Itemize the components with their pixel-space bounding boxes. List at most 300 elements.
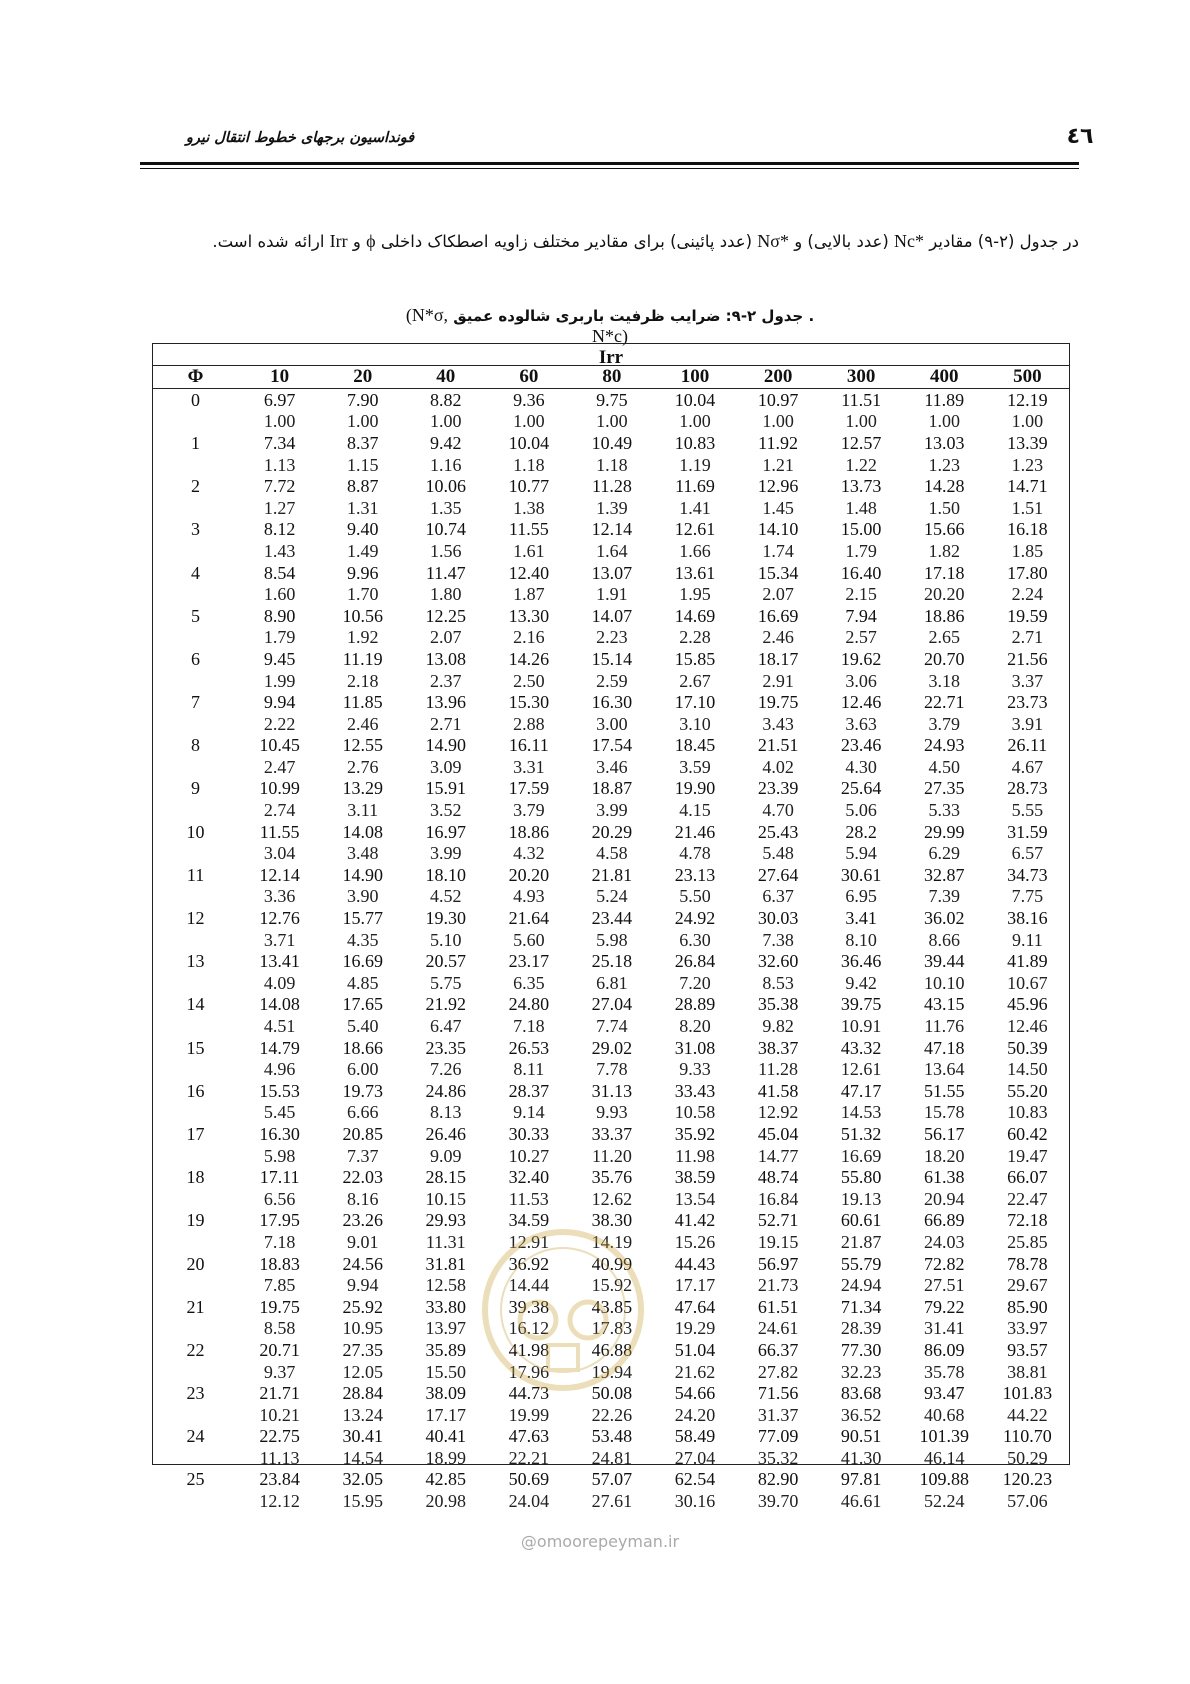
- nsigma-cell: 9.01: [346, 1231, 379, 1252]
- nsigma-cell: 2.59: [596, 670, 628, 691]
- intro-paragraph: در جدول (۲-۹) مقادیر Nc* (عدد بالایی) و Nσ* (عدد پائینی) برای مقادیر مختلف زاویه اصطکاک داخلی ϕ و Irr ارائه شده است.: [212, 231, 1079, 251]
- nsigma-cell: 1.00: [513, 411, 545, 432]
- nc-cell: 46.88: [591, 1339, 633, 1360]
- nc-cell: 17.65: [342, 994, 383, 1015]
- nsigma-cell: 7.39: [928, 886, 960, 907]
- nc-cell: 16.11: [508, 735, 549, 756]
- nsigma-cell: 14.53: [840, 1102, 882, 1123]
- nsigma-cell: 24.61: [757, 1318, 799, 1339]
- table-row-nc: [153, 432, 1069, 454]
- nc-cell: 110.70: [1002, 1426, 1052, 1447]
- nc-cell: 79.22: [923, 1296, 965, 1317]
- nc-cell: 12.25: [425, 605, 467, 626]
- table-row-nc: [153, 648, 1069, 670]
- nsigma-symbol: Nσ*: [757, 231, 789, 251]
- header-row: [153, 366, 1069, 389]
- nc-cell: 50.08: [591, 1383, 633, 1404]
- nsigma-cell: 1.61: [513, 540, 545, 561]
- nc-cell: 6.97: [263, 389, 296, 410]
- nc-cell: 20.71: [259, 1339, 300, 1360]
- nsigma-cell: 6.30: [679, 929, 711, 950]
- phi-cell-empty: [153, 756, 238, 778]
- phi-cell: 1: [191, 432, 201, 453]
- nsigma-cell: 5.98: [596, 929, 628, 950]
- column-header: 400: [903, 366, 986, 389]
- nsigma-cell: 1.00: [263, 411, 296, 432]
- nc-cell: 82.90: [757, 1469, 799, 1490]
- table-row-nsigma: [153, 497, 1069, 519]
- nsigma-cell: 52.24: [923, 1491, 965, 1512]
- nc-cell: 60.61: [840, 1210, 882, 1231]
- nc-cell: 72.82: [923, 1253, 965, 1274]
- nc-cell: 45.96: [1007, 994, 1048, 1015]
- nc-cell: 14.69: [674, 605, 716, 626]
- nc-cell: 19.30: [425, 908, 467, 929]
- nc-cell: 14.71: [1007, 476, 1048, 497]
- nsigma-cell: 4.58: [596, 843, 628, 864]
- nc-cell: 23.73: [1007, 692, 1048, 713]
- phi-cell: 9: [191, 778, 201, 799]
- nsigma-cell: 1.23: [1011, 454, 1044, 475]
- nsigma-cell: 6.47: [430, 1016, 462, 1037]
- nc-cell: 14.10: [757, 519, 799, 540]
- nc-cell: 20.20: [508, 864, 550, 885]
- nc-cell: 17.80: [1007, 562, 1048, 583]
- nc-cell: 23.26: [342, 1210, 383, 1231]
- nc-cell: 60.42: [1007, 1123, 1048, 1144]
- nc-cell: 55.79: [840, 1253, 882, 1274]
- nsigma-cell: 1.85: [1011, 540, 1044, 561]
- nsigma-cell: 4.85: [346, 972, 379, 993]
- nc-cell: 66.07: [1007, 1167, 1048, 1188]
- nc-cell: 41.58: [757, 1080, 799, 1101]
- nc-cell: 32.87: [923, 864, 965, 885]
- nsigma-cell: 9.09: [430, 1145, 462, 1166]
- nc-cell: 28.89: [674, 994, 716, 1015]
- header-rule-thin: [140, 168, 1079, 169]
- nc-cell: 34.59: [508, 1210, 550, 1231]
- nc-cell: 77.30: [840, 1339, 882, 1360]
- phi-cell: 14: [186, 994, 205, 1015]
- table-row-nc: [153, 475, 1069, 497]
- nc-cell: 31.08: [674, 1037, 716, 1058]
- table-row-nsigma: [153, 713, 1069, 735]
- nc-cell: 25.64: [840, 778, 882, 799]
- nc-cell: 14.07: [591, 605, 633, 626]
- nsigma-cell: 3.09: [430, 756, 462, 777]
- nsigma-cell: 1.23: [928, 454, 960, 475]
- phi-cell-empty: [153, 1188, 238, 1210]
- nsigma-cell: 3.71: [263, 929, 296, 950]
- nsigma-cell: 12.91: [508, 1231, 550, 1252]
- nsigma-cell: 4.35: [346, 929, 379, 950]
- nc-cell: 9.94: [263, 692, 296, 713]
- nc-cell: 12.55: [342, 735, 383, 756]
- table-row-nc: [153, 519, 1069, 541]
- nc-cell: 17.54: [591, 735, 633, 756]
- nc-cell: 39.44: [923, 951, 965, 972]
- table-row-nsigma: [153, 756, 1069, 778]
- nc-cell: 44.43: [674, 1253, 716, 1274]
- nsigma-cell: 11.20: [592, 1145, 632, 1166]
- nsigma-cell: 2.24: [1011, 584, 1044, 605]
- nsigma-cell: 22.21: [508, 1447, 550, 1468]
- table-row-nsigma: [153, 972, 1069, 994]
- phi-cell-empty: [153, 497, 238, 519]
- nsigma-cell: 3.46: [596, 756, 628, 777]
- table-row-nsigma: [153, 1015, 1069, 1037]
- nc-cell: 16.30: [591, 692, 633, 713]
- nc-cell: 26.11: [1007, 735, 1048, 756]
- nsigma-cell: 20.94: [923, 1188, 965, 1209]
- phi-cell-empty: [153, 1361, 238, 1383]
- nsigma-cell: 12.05: [342, 1361, 383, 1382]
- nc-cell: 32.40: [508, 1167, 550, 1188]
- phi-cell: 12: [186, 908, 205, 929]
- nc-cell: 30.33: [508, 1123, 550, 1144]
- nc-cell: 25.18: [591, 951, 633, 972]
- nc-cell: 18.10: [425, 864, 467, 885]
- phi-cell: 7: [191, 692, 201, 713]
- nsigma-cell: 15.95: [342, 1491, 383, 1512]
- nc-cell: 19.59: [1007, 605, 1048, 626]
- column-header: 20: [321, 366, 404, 389]
- nc-cell: 7.34: [263, 432, 296, 453]
- nsigma-cell: 3.90: [346, 886, 379, 907]
- nc-cell: 8.90: [263, 605, 296, 626]
- nsigma-cell: 31.41: [923, 1318, 965, 1339]
- nsigma-cell: 1.16: [430, 454, 462, 475]
- nsigma-cell: 5.48: [762, 843, 794, 864]
- nc-cell: 38.09: [425, 1383, 467, 1404]
- nc-cell: 28.37: [508, 1080, 550, 1101]
- nsigma-cell: 21.62: [674, 1361, 716, 1382]
- nsigma-cell: 2.91: [762, 670, 794, 691]
- nsigma-cell: 2.15: [845, 584, 877, 605]
- phi-cell-empty: [153, 1058, 238, 1080]
- nsigma-cell: 3.91: [1011, 713, 1044, 734]
- nc-cell: 12.14: [591, 519, 633, 540]
- nc-cell: 10.45: [259, 735, 300, 756]
- column-header: 300: [820, 366, 903, 389]
- nc-cell: 14.90: [425, 735, 467, 756]
- nsigma-cell: 14.54: [342, 1447, 383, 1468]
- nc-cell: 9.40: [346, 519, 379, 540]
- nsigma-cell: 3.37: [1011, 670, 1044, 691]
- column-header: 60: [487, 366, 570, 389]
- nsigma-cell: 9.33: [679, 1059, 711, 1080]
- nc-cell: 12.46: [840, 692, 882, 713]
- nsigma-cell: 1.74: [762, 540, 794, 561]
- nc-cell: 44.73: [508, 1383, 550, 1404]
- nsigma-cell: 27.61: [591, 1491, 633, 1512]
- nc-cell: 13.39: [1007, 432, 1048, 453]
- phi-cell-empty: [153, 929, 238, 951]
- nc-cell: 23.35: [425, 1037, 467, 1058]
- nsigma-cell: 3.10: [679, 713, 711, 734]
- nsigma-cell: 1.45: [762, 497, 794, 518]
- table-row-nc: [153, 1037, 1069, 1059]
- nc-cell: 35.38: [757, 994, 799, 1015]
- table-row-nc: [153, 1469, 1069, 1491]
- nc-cell: 53.48: [591, 1426, 633, 1447]
- nsigma-cell: 12.12: [259, 1491, 300, 1512]
- table-row-nc: [153, 1426, 1069, 1448]
- nsigma-cell: 18.99: [425, 1447, 467, 1468]
- nsigma-cell: 1.50: [928, 497, 960, 518]
- phi-cell-empty: [153, 1447, 238, 1469]
- nc-cell: 19.75: [259, 1296, 300, 1317]
- nc-cell: 36.02: [923, 908, 965, 929]
- nc-cell: 33.37: [591, 1123, 633, 1144]
- nsigma-cell: 19.13: [840, 1188, 882, 1209]
- nc-cell: 27.35: [923, 778, 965, 799]
- nc-cell: 22.71: [923, 692, 965, 713]
- nc-cell: 39.75: [840, 994, 882, 1015]
- nc-cell: 10.83: [674, 432, 716, 453]
- nsigma-cell: 1.00: [679, 411, 711, 432]
- nsigma-cell: 1.15: [346, 454, 379, 475]
- nsigma-cell: 12.92: [757, 1102, 799, 1123]
- nc-cell: 43.85: [591, 1296, 633, 1317]
- nc-cell: 85.90: [1007, 1296, 1048, 1317]
- table-row-nc: [153, 1123, 1069, 1145]
- nsigma-cell: 40.68: [923, 1404, 965, 1425]
- nsigma-cell: 28.39: [840, 1318, 882, 1339]
- table-row-nsigma: [153, 1447, 1069, 1469]
- nsigma-cell: 6.66: [346, 1102, 379, 1123]
- phi-cell-empty: [153, 1404, 238, 1426]
- nc-cell: 32.60: [757, 951, 799, 972]
- nsigma-cell: 4.32: [513, 843, 545, 864]
- nsigma-cell: 1.70: [346, 584, 379, 605]
- nsigma-cell: 4.09: [263, 972, 296, 993]
- nc-cell: 28.73: [1007, 778, 1048, 799]
- nc-cell: 11.51: [841, 389, 882, 410]
- nsigma-cell: 11.31: [425, 1231, 466, 1252]
- nsigma-cell: 14.19: [591, 1231, 633, 1252]
- nc-cell: 36.46: [840, 951, 882, 972]
- phi-cell: 21: [186, 1296, 205, 1317]
- column-header: 500: [986, 366, 1069, 389]
- nc-cell: 13.03: [923, 432, 965, 453]
- nsigma-cell: 10.21: [259, 1404, 300, 1425]
- nc-cell: 18.45: [674, 735, 716, 756]
- nsigma-cell: 17.83: [591, 1318, 633, 1339]
- nsigma-cell: 9.93: [596, 1102, 628, 1123]
- nc-cell: 19.75: [757, 692, 799, 713]
- nsigma-cell: 10.27: [508, 1145, 550, 1166]
- nc-cell: 15.77: [342, 908, 383, 929]
- nc-cell: 8.87: [346, 476, 379, 497]
- nsigma-cell: 1.82: [928, 540, 960, 561]
- nsigma-cell: 9.14: [513, 1102, 545, 1123]
- nsigma-cell: 24.81: [591, 1447, 633, 1468]
- nc-cell: 17.10: [674, 692, 716, 713]
- nc-cell: 78.78: [1007, 1253, 1048, 1274]
- nc-cell: 35.92: [674, 1123, 716, 1144]
- nsigma-cell: 1.56: [430, 540, 462, 561]
- nc-cell: 90.51: [840, 1426, 882, 1447]
- nsigma-cell: 5.55: [1011, 800, 1044, 821]
- nc-cell: 71.56: [757, 1383, 799, 1404]
- nsigma-cell: 31.37: [757, 1404, 799, 1425]
- nsigma-cell: 29.67: [1007, 1275, 1048, 1296]
- phi-cell-empty: [153, 713, 238, 735]
- nsigma-cell: 39.70: [757, 1491, 799, 1512]
- nc-cell: 19.73: [342, 1080, 383, 1101]
- nsigma-cell: 6.56: [263, 1188, 296, 1209]
- nsigma-cell: 5.75: [430, 972, 462, 993]
- nc-cell: 20.57: [425, 951, 467, 972]
- nc-cell: 8.54: [263, 562, 296, 583]
- nsigma-cell: 10.58: [674, 1102, 716, 1123]
- nsigma-cell: 2.71: [1011, 627, 1044, 648]
- nsigma-cell: 1.51: [1011, 497, 1044, 518]
- nc-cell: 48.74: [757, 1167, 799, 1188]
- table-row-nsigma: [153, 670, 1069, 692]
- nc-cell: 24.92: [674, 908, 716, 929]
- phi-cell: 18: [186, 1167, 205, 1188]
- nc-cell: 12.61: [674, 519, 716, 540]
- nc-cell: 10.04: [674, 389, 716, 410]
- nsigma-cell: 2.71: [430, 713, 462, 734]
- nsigma-cell: 35.32: [757, 1447, 799, 1468]
- nsigma-cell: 33.97: [1007, 1318, 1048, 1339]
- phi-cell: 3: [191, 519, 201, 540]
- nsigma-cell: 2.07: [430, 627, 462, 648]
- nc-cell: 11.55: [259, 821, 300, 842]
- nsigma-cell: 4.30: [845, 756, 877, 777]
- nsigma-cell: 3.43: [762, 713, 794, 734]
- nc-cell: 72.18: [1007, 1210, 1048, 1231]
- nc-cell: 24.56: [342, 1253, 383, 1274]
- nc-cell: 51.55: [923, 1080, 965, 1101]
- phi-cell-empty: [153, 1015, 238, 1037]
- nsigma-cell: 1.79: [845, 540, 877, 561]
- table-row-nc: [153, 1080, 1069, 1102]
- nc-cell: 21.56: [1007, 648, 1048, 669]
- nsigma-cell: 1.00: [346, 411, 379, 432]
- nc-cell: 40.41: [425, 1426, 467, 1447]
- phi-cell: 23: [186, 1383, 205, 1404]
- nc-cell: 35.89: [425, 1339, 467, 1360]
- nsigma-cell: 1.48: [845, 497, 877, 518]
- phi-header: Φ: [153, 366, 238, 389]
- nsigma-cell: 7.18: [513, 1016, 545, 1037]
- nc-cell: 24.86: [425, 1080, 467, 1101]
- nsigma-cell: 1.21: [762, 454, 794, 475]
- nc-cell: 40.99: [591, 1253, 633, 1274]
- nsigma-cell: 6.37: [762, 886, 794, 907]
- nsigma-cell: 8.10: [845, 929, 877, 950]
- nsigma-cell: 1.00: [762, 411, 794, 432]
- nsigma-cell: 15.50: [425, 1361, 467, 1382]
- nsigma-cell: 3.63: [845, 713, 877, 734]
- table-row-nsigma: [153, 1404, 1069, 1426]
- nsigma-cell: 20.20: [923, 584, 965, 605]
- nc-cell: 120.23: [1002, 1469, 1053, 1490]
- nsigma-cell: 5.06: [845, 800, 877, 821]
- nc-cell: 32.05: [342, 1469, 383, 1490]
- nc-cell: 66.89: [923, 1210, 965, 1231]
- column-header: 80: [570, 366, 653, 389]
- nc-cell: 109.88: [919, 1469, 969, 1490]
- phi-cell: 13: [186, 951, 205, 972]
- nc-symbol: Nc*: [894, 231, 925, 251]
- nc-cell: 51.32: [840, 1123, 882, 1144]
- phi-cell: 25: [186, 1469, 205, 1490]
- nc-cell: 51.04: [674, 1339, 716, 1360]
- nsigma-cell: 7.85: [263, 1275, 296, 1296]
- phi-cell: 24: [186, 1426, 205, 1447]
- nsigma-cell: 15.78: [923, 1102, 965, 1123]
- nc-cell: 27.04: [591, 994, 633, 1015]
- nsigma-cell: 35.78: [923, 1361, 965, 1382]
- nsigma-cell: 10.15: [425, 1188, 467, 1209]
- nsigma-cell: 21.87: [840, 1231, 882, 1252]
- column-header: 10: [238, 366, 321, 389]
- nc-cell: 9.75: [596, 389, 628, 410]
- nsigma-cell: 12.62: [591, 1188, 633, 1209]
- nsigma-cell: 19.47: [1007, 1145, 1048, 1166]
- nsigma-cell: 8.13: [430, 1102, 462, 1123]
- nsigma-cell: 1.80: [430, 584, 462, 605]
- table-row-nsigma: [153, 583, 1069, 605]
- nc-cell: 31.81: [425, 1253, 467, 1274]
- nsigma-cell: 10.95: [342, 1318, 383, 1339]
- nsigma-cell: 15.26: [674, 1231, 716, 1252]
- table-row-nsigma: [153, 842, 1069, 864]
- phi-cell-empty: [153, 1102, 238, 1124]
- phi-cell-empty: [153, 454, 238, 476]
- nc-cell: 30.03: [757, 908, 799, 929]
- nsigma-cell: 4.67: [1011, 756, 1044, 777]
- nc-cell: 24.80: [508, 994, 550, 1015]
- nc-cell: 7.72: [263, 476, 296, 497]
- nc-cell: 29.93: [425, 1210, 467, 1231]
- nsigma-cell: 6.29: [928, 843, 960, 864]
- nsigma-cell: 2.74: [263, 800, 296, 821]
- nc-cell: 10.56: [342, 605, 383, 626]
- nsigma-cell: 1.00: [596, 411, 628, 432]
- nsigma-cell: 3.79: [513, 800, 545, 821]
- nsigma-cell: 2.46: [762, 627, 794, 648]
- table-row-nc: [153, 735, 1069, 757]
- nsigma-cell: 16.12: [508, 1318, 550, 1339]
- nc-cell: 11.19: [342, 648, 383, 669]
- nsigma-cell: 3.99: [430, 843, 462, 864]
- nsigma-cell: 3.11: [347, 800, 379, 821]
- nc-cell: 16.69: [757, 605, 799, 626]
- nsigma-cell: 1.92: [346, 627, 379, 648]
- phi-cell-empty: [153, 886, 238, 908]
- nsigma-cell: 5.10: [430, 929, 462, 950]
- nc-cell: 11.55: [508, 519, 549, 540]
- nsigma-cell: 14.50: [1007, 1059, 1048, 1080]
- nsigma-cell: 46.61: [840, 1491, 882, 1512]
- nc-cell: 20.70: [923, 648, 965, 669]
- nc-cell: 8.12: [263, 519, 296, 540]
- nsigma-cell: 6.00: [346, 1059, 379, 1080]
- nsigma-cell: 5.45: [263, 1102, 296, 1123]
- nc-cell: 15.85: [674, 648, 716, 669]
- nsigma-cell: 10.67: [1007, 972, 1048, 993]
- nsigma-cell: 9.11: [1011, 929, 1043, 950]
- nsigma-cell: 19.99: [508, 1404, 550, 1425]
- nsigma-cell: 1.49: [346, 540, 379, 561]
- nc-cell: 38.37: [757, 1037, 799, 1058]
